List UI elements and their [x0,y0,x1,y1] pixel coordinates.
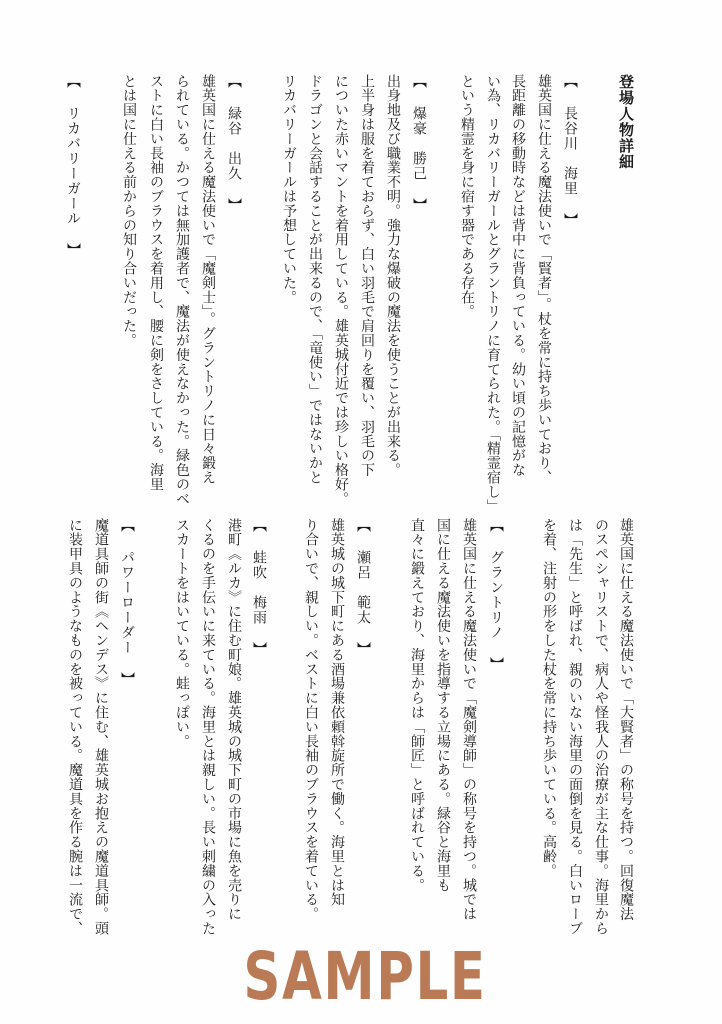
character-text-line: 上半身は服を着ておらず、白い羽毛で肩回りを覆い、羽毛の下 [359,74,375,478]
character-text-line: 長距離の移動時などは背中に背負っている。幼い頃の記憶がな [510,74,526,478]
page-title: 登場人物詳細 [617,74,635,170]
character-text-line: 国に仕える魔法使いを指導する立場にある。緑谷と海里も [435,518,451,893]
character-text-line: 港町《ルカ》に住む町娘。雄英城の城下町の市場に魚を売りに [226,518,242,922]
character-text-line: 魔道具師の街《ヘンデス》に住む、雄英城お抱えの魔道具師。頭 [93,518,109,936]
character-heading-power-loader: 【 パワーローダー 】 [119,518,135,687]
character-text-line: という精霊を身に宿す器である存在。 [459,74,475,319]
character-heading-sero-hanta: 【 瀬呂 範太 】 [355,518,371,657]
character-text-line: とは国に仕える前からの知り合いだった。 [121,74,137,348]
character-heading-recovery-girl: 【 リカバリーガール 】 [65,74,81,258]
character-text-line: り合いで、親しい。ベストに白い長袖のブラウスを着ている。 [303,518,319,922]
character-text-line: られている。かつては無加護者で、魔法が使えなかった。緑色のベ [174,74,190,506]
character-text-line: スカートをはいている。蛙っぽい。 [174,518,190,749]
character-text-line: 雄英国に仕える魔法使いで「賢者」。杖を常に持ち歩いており、 [536,74,552,485]
sample-watermark: SAMPLE [243,937,487,1015]
character-text-line: ドラゴンと会話することが出来るので、「竜使い」ではないかと [307,74,323,485]
character-heading-midoriya-izuku: 【 緑谷 出久 】 [226,74,242,213]
character-text-line: 出身地及び職業不明。強力な爆破の魔法を使うことが出来る。 [385,74,401,478]
character-text-line: リカバリーガールは予想していた。 [281,74,297,305]
character-text-line: ストに白い長袖のブラウスを着用し、腰に剣をさしている。海里 [148,74,164,492]
character-text-line: 雄英国に仕える魔法使いで「大賢者」の称号を持つ。回復魔法 [618,518,634,922]
character-text-line: 直々に鍛えており、海里からは「師匠」と呼ばれている。 [409,518,425,893]
character-heading-bakugo-katsuki: 【 爆豪 勝己 】 [411,74,427,213]
character-text-line: 雄英国に仕える魔法使いで「魔剣導師」の称号を持つ。城では [461,518,477,922]
character-text-line: についた赤いマントを着用している。雄英城付近では珍しい格好。 [333,74,349,506]
character-heading-asui-tsuyu: 【 蛙吹 梅雨 】 [251,518,267,657]
character-text-line: 雄英国に仕える魔法使いで「魔剣士」。グラントリノに日々鍛え [200,74,216,485]
character-heading-gran-torino: 【 グラントリノ 】 [488,518,504,672]
character-text-line: い為、リカバリーガールとグラントリノに育てられた。「精霊宿し」 [485,74,501,514]
character-text-line: は「先生」と呼ばれ、親のいない海里の面倒を見る。白いローブ [567,518,583,936]
character-text-line: に装甲具のようなものを被っている。魔道具を作る腕は一流で、 [67,518,83,936]
character-text-line: を着、注射の形をした杖を常に持ち歩いている。高齢。 [541,518,557,878]
character-text-line: くるのを手伝いに来ている。海里とは親しい。長い刺繍の入った [200,518,216,936]
character-heading-hasegawa-kairi: 【 長谷川 海里 】 [562,74,578,228]
character-text-line: 雄英城の城下町にある酒場兼依頼斡旋所で働く。海里とは知 [329,518,345,907]
character-text-line: のスペシャリストで、病人や怪我人の治療が主な仕事。海里から [593,518,609,936]
